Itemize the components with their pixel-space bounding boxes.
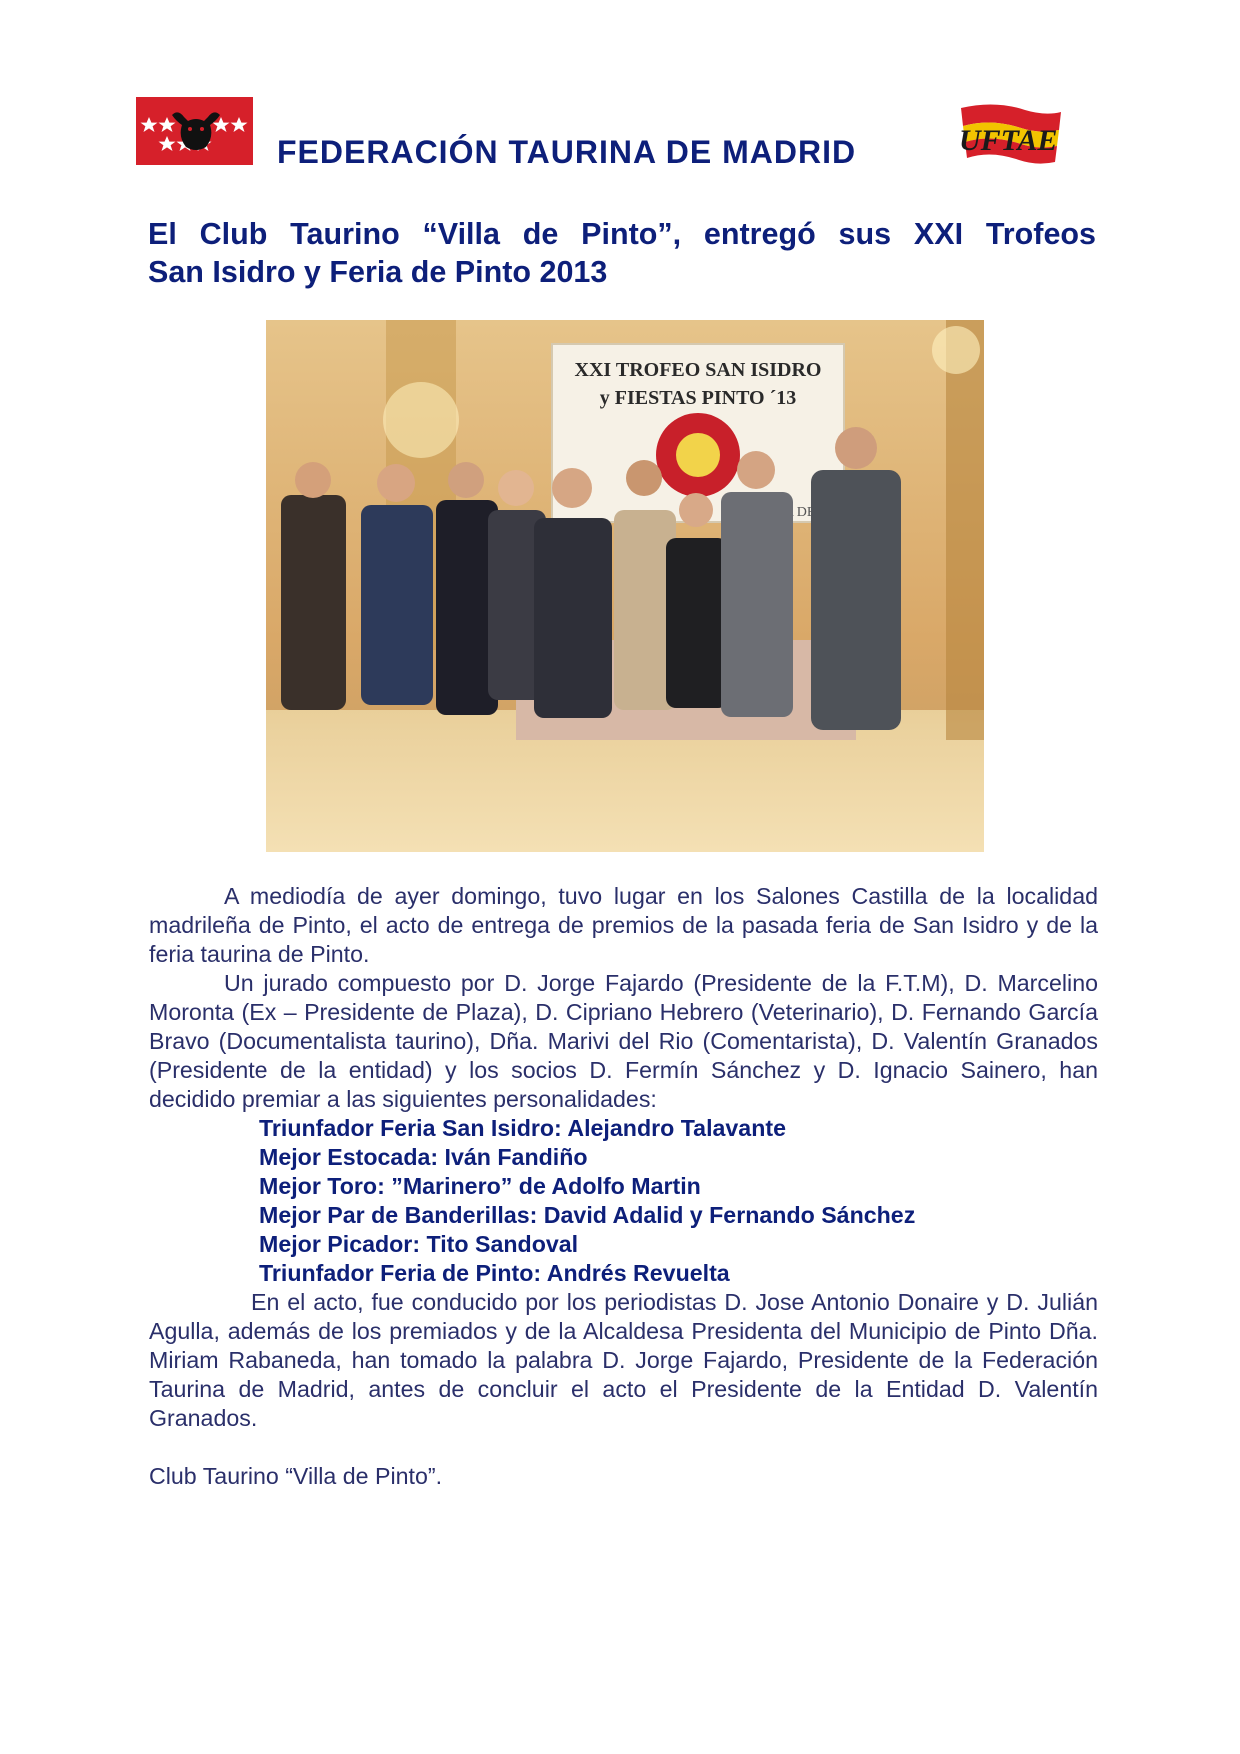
award-item: Mejor Toro: ”Marinero” de Adolfo Martin: [259, 1173, 701, 1199]
uftae-logo: [955, 100, 1065, 172]
banner-bottom-text: DE: [796, 505, 816, 520]
paragraph-3: En el acto, fue conducido por los periodistas D. Jose Antonio Donaire y D. Julián Agulla, además de los premiados y de la Alcaldesa Presidenta del Municipio de Pinto Dña. Miriam Rabaneda, han tomado la palabra D. Jorge Fajardo, Presidente de la Federación Taurina de Madrid, antes de concluir el acto el Presidente de la Entidad D. Valentín Granados.: [149, 1289, 1098, 1431]
award-item: Triunfador Feria de Pinto: Andrés Revuelta: [259, 1260, 730, 1286]
award-ceremony-photo: [266, 320, 984, 852]
award-item: Mejor Estocada: Iván Fandiño: [259, 1144, 588, 1170]
federation-title: FEDERACIÓN TAURINA DE MADRID: [277, 134, 857, 170]
award-item: Triunfador Feria San Isidro: Alejandro Talavante: [259, 1115, 786, 1141]
headline-line-2: San Isidro y Feria de Pinto 2013: [148, 255, 608, 289]
banner-line-1: XXI TROFEO SAN ISIDRO: [574, 359, 822, 381]
article-headline: [148, 215, 1096, 291]
award-item: Mejor Par de Banderillas: David Adalid y Fernando Sánchez: [259, 1202, 916, 1228]
paragraph-2: Un jurado compuesto por D. Jorge Fajardo (Presidente de la F.T.M), D. Marcelino Moronta (Ex – Presidente de Plaza), D. Cipriano Hebrero (Veterinario), D. Fernando García Bravo (Documentalista taurino), Dña. Marivi del Rio (Comentarista), D. Valentín Granados (Presidente de la entidad) y los socios D. Fermín Sánchez y D. Ignacio Sainero, han decidido premiar a las siguientes personalidades:: [149, 970, 1098, 1112]
awards-list: [149, 1114, 1098, 1288]
paragraph-1: A mediodía de ayer domingo, tuvo lugar en los Salones Castilla de la localidad madrileña de Pinto, el acto de entrega de premios de la pasada feria de San Isidro y de la feria taurina de Pinto.: [149, 883, 1098, 967]
madrid-flag-logo: [136, 97, 253, 165]
bull-icon: [166, 107, 226, 155]
banner-line-2: y FIESTAS PINTO ´13: [599, 387, 797, 409]
award-item: Mejor Picador: Tito Sandoval: [259, 1231, 579, 1257]
svg-text:UFTAE: UFTAE: [959, 124, 1058, 157]
uftae-flag-icon: [955, 100, 1065, 172]
headline-line-1: El Club Taurino “Villa de Pinto”, entregó sus XXI Trofeos: [148, 217, 1096, 251]
signature: Club Taurino “Villa de Pinto”.: [149, 1463, 443, 1489]
article-body: [149, 882, 1098, 1491]
